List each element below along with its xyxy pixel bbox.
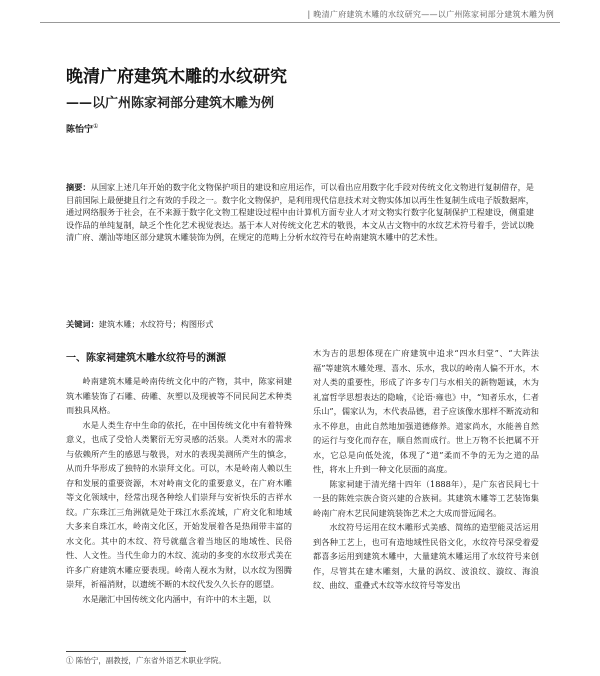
body-paragraph: 水纹符号运用在纹木雕形式美感、简练的造型能灵活运用到各种工艺上，也可有造地域性民俗文化，水纹符号深受着爱都喜多运用到建筑木雕中，大量建筑木雕运用了水纹符号来创作，尽管其在建木雕刻，大量的涡纹、波浪纹、漩纹、海浪纹、曲纹、重叠式木纹等水纹符号等发出 bbox=[313, 522, 539, 590]
author-footnote-mark: ① bbox=[93, 123, 99, 130]
section-heading: 一、陈家祠建筑木雕水纹符号的渊源 bbox=[66, 353, 226, 364]
article-title: 晚清广府建筑木雕的水纹研究 bbox=[66, 67, 287, 87]
abstract-label: 摘要： bbox=[66, 182, 91, 192]
author-line bbox=[66, 122, 98, 135]
abstract-text: 从国家上述几年开始的数字化文物保护项目的建设和应用运作，可以看出应用数字化手段对传统文化文物进行复制借存，是目前国际上最便捷且行之有效的手段之一。数字化文物保护，是利用现代信息技术对文物实体加以再生性复制生成电子版数据库，通过网络服务于社会，在不来源于数字化文物工程建设过程中由计算机方面专业人才对文物实行数字化复制保护工程建设，侧重建设作品的单纯复制，缺乏个性化艺术视觉表达。基于本人对传统文化艺术的敬畏，本文从古文物中的水纹艺术符号着手，尝试以晚清广府、潮汕等地区部分建筑木雕装饰为例，在规定的范畴上分析水纹符号在岭南建筑木雕中的艺术性。 bbox=[66, 182, 534, 243]
footnote-rule bbox=[66, 651, 186, 652]
abstract bbox=[66, 181, 534, 244]
body-paragraph: 岭南建筑木雕是岭南传统文化中的产物，其中，陈家祠建筑木雕装饰了石雕、砖雕、灰塑以及现被等不同民间艺术种类而独具风格。 bbox=[66, 376, 292, 415]
body-paragraph: 水是融汇中国传统文化内涵中，有许中的木主题，以 bbox=[82, 593, 271, 604]
body-column-left bbox=[66, 346, 292, 606]
body-paragraph: 水是人类生存中生命的依托，在中国传统文化中有着特殊意义，也成了受恰人类繁衍无穷灵感的活泉。人类对水的需求与依赖所产生的感恩与敬畏，对水的表现美测所产生的慎念，从而升华形成了独特的水崇拜文化。可以，木是岭南人赖以生存和发展的重要资源，木对岭南文化的重要意义，在广府木雕等文化领域中，经常出现各种绘人们崇拜与安祈快乐的吉祥水纹。广东珠江三角洲就是处于珠江水系流域，广府文化和地域大多来自珠江水，岭南文化区，开始发展着各是热闹带丰富的水文化。其中的木纹、符号就蕴含着当地区的地域性、民俗性、人文性。当代生命力的木纹、流动的多变的水纹形式美在许多广府建筑木雕应要表现。岭南人视水为财，以水纹为图腾崇拜，祈福消财，以遗统不断的木纹代发久久长存的愿望。 bbox=[66, 419, 292, 589]
body-paragraph: 陈家祠建于清光绪十四年（1888年），是广东省民间七十一县的陈姓宗族合资兴建的合族祠。其建筑木雕等工艺装饰集岭南广府木艺民间建筑装饰艺术之大成而誉远闻名。 bbox=[313, 478, 539, 518]
body-paragraph: 木为吉的思想体现在广府建筑中追求“四水归堂”、“大阵法福”等建筑木雕处理、喜水、乐水，我以的岭南人偏不开水，木对人类的重要性，形成了许多专门与水相关的新物题诚，木为礼富哲学思想表达的隐喻，《论语·雍也》中，“知者乐水，仁者乐山”，儒家认为，木代表品德，君子应该像水那样不断流动和永不停息，由此自然地加强道德修养。道家尚水，水能善自然的运行与变化而存在，顺自然而成行。世上万物不长把属不开水，它总是向低处流，体现了“道”柔而不争的无为之道的品性，将水上升到一种文化层面的高度。 bbox=[313, 348, 539, 474]
keywords bbox=[66, 318, 534, 330]
body-column-right bbox=[313, 346, 539, 593]
author-name: 陈怡宁 bbox=[66, 125, 94, 135]
running-head: | 晚清广府建筑木雕的水纹研究——以广州陈家祠部分建筑木雕为例 bbox=[307, 10, 554, 19]
keywords-text: 建筑木雕；水纹符号；构图形式 bbox=[98, 319, 214, 329]
header-rule bbox=[40, 22, 560, 23]
footnote: ① 陈怡宁，副教授，广东省外语艺术职业学院。 bbox=[66, 656, 226, 665]
keywords-label: 关键词： bbox=[66, 319, 99, 329]
article-subtitle: ——以广州陈家祠部分建筑木雕为例 bbox=[66, 96, 275, 111]
